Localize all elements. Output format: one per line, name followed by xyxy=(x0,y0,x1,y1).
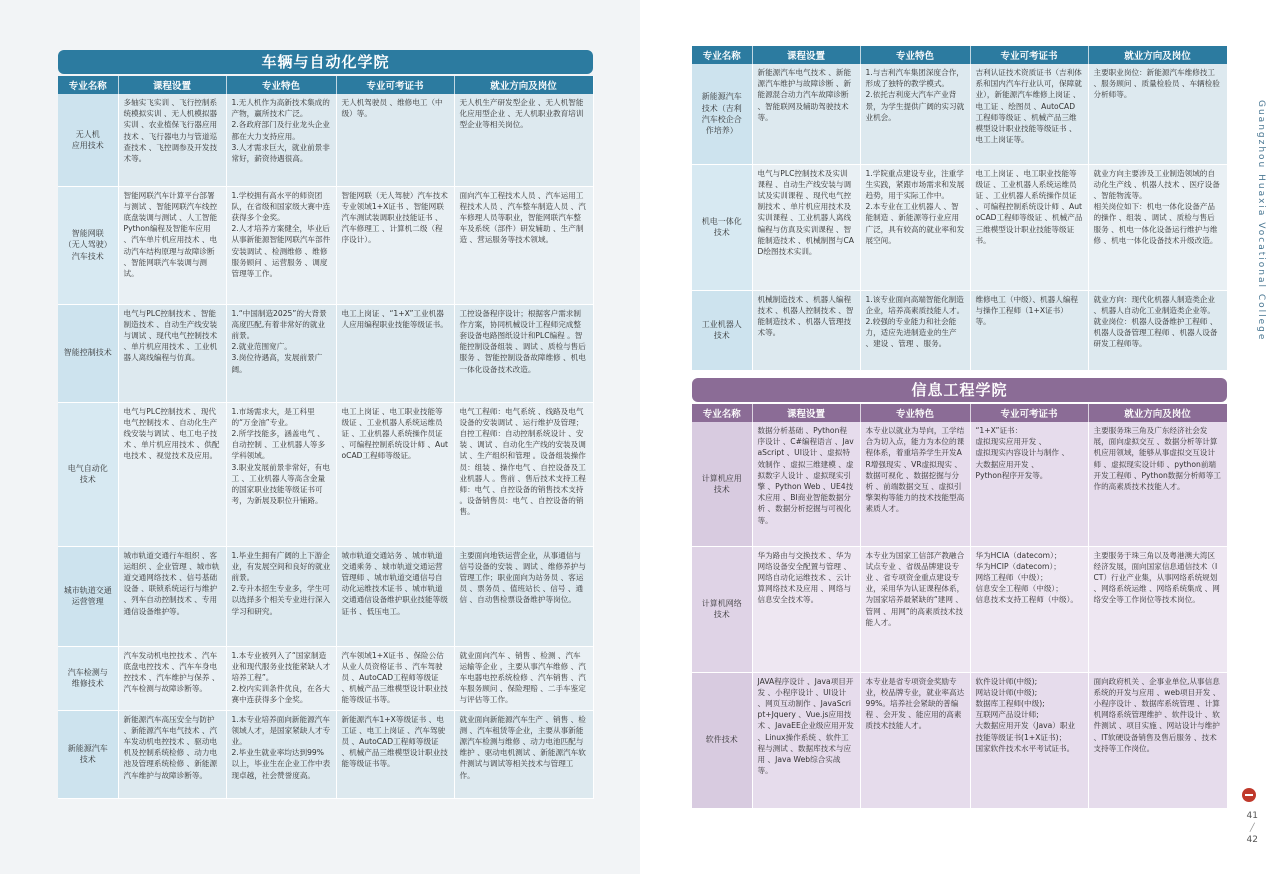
courses-cell: 新能源汽车高压安全与防护 、新能源汽车电气技术 、汽车发动机电控技术 、驱动电机及控制系统检修 、动力电池及管理系统检修 、新能源汽车维护与故障诊断等。 xyxy=(118,710,226,798)
courses-cell: 电气与PLC控制技术及实训课程 、自动生产线安装与调试及实训课程 、现代电气控制技术 、单片机应用技术及实训课程 、工业机器人离线编程与仿真及实训课程 、智能制造技术 、机械制图与CAD绘图技术实训。 xyxy=(752,164,860,290)
right-page xyxy=(640,0,1280,874)
section-title-info-eng: 信息工程学院 xyxy=(692,378,1227,402)
jobs-cell: 主要职业岗位：新能源汽车维修技工 、服务顾问 、质量检验员 、车辆检验分析师等。 xyxy=(1088,64,1227,164)
features-cell: 1.市场需求大，是工科里的“万金油”专业。 2.所学技能多，涵盖电气 、自动控制 、工业机器人等多学科领域。 3.职业发展前景非常好，有电工 、工业机器人等高含金量的国家职业技能等级证书可考，为新展及职位升铺路。 xyxy=(226,402,336,546)
header-features: 专业特色 xyxy=(860,46,970,64)
jobs-cell: 就业方向：现代化机器人制造类企业 、机器人自动化工业制造类企业等。 就业岗位：机器人设备维护工程师 、机器人设备管理工程师 、机器人设备研发工程师等。 xyxy=(1088,290,1227,370)
program-table-vehicle xyxy=(58,76,594,799)
table-row xyxy=(58,402,593,546)
features-cell: 1.“中国制造2025”的大背景高度匹配,有着非常好的就业前景。 2.就业范围宽广。 3.岗位待遇高，发展前景广阔。 xyxy=(226,304,336,402)
table-row xyxy=(692,290,1227,370)
program-name: 无人机 应用技术 xyxy=(58,94,118,186)
certs-cell: 软件设计师(中级); 网站设计师(中级); 数据库工程师(中级); 互联网产品设计师; 大数据应用开发（Java）职业技能等级证书(1+X证书)； 国家软件技术水平考试证书。 xyxy=(970,672,1088,808)
features-cell: 本专业是省专项资金奖励专业，校品牌专业，就业率高达99%。培养社会紧缺的普编程 、会开发 、能应用的高素质技术技能人才。 xyxy=(860,672,970,808)
jobs-cell: 就业方向主要涉及工业制造领域的自动化生产线 、机器人技术 、医疗设备 、智能物流等。 相关岗位如下：机电一体化设备产品的操作 、组装 、调试 、质检与售后服务 、机电一体化设备运行维护与维修 、机电一体化设备技术升级改造。 xyxy=(1088,164,1227,290)
table-row xyxy=(58,304,593,402)
features-cell: 1.本专业被列入了“国家制造业和现代服务业技能紧缺人才培养工程”。 2.校内实训条件优良，在各大赛中连获得多个金奖。 xyxy=(226,646,336,710)
college-name-vertical: Guangzhou Huaxia Vocational College xyxy=(1256,100,1266,342)
header-courses: 课程设置 xyxy=(118,76,226,94)
page-numbers xyxy=(1247,810,1258,846)
features-cell: 1.无人机作为高新技术集成的产物，赢所技术广泛。 2.各政府部门及行业龙头企业都在大力支持应用。 3.人才需求巨大，就业前景非常好，薪资待遇很高。 xyxy=(226,94,336,186)
courses-cell: 新能源汽车电气技术 、新能源汽车维护与故障诊断 、新能源混合动力汽车故障诊断 、智能联网及辅助驾驶技术等。 xyxy=(752,64,860,164)
page-number-first: 41 xyxy=(1246,811,1258,821)
features-cell: 1.本专业培养面向新能源汽车领域人才，是国家紧缺人才专业。 2.毕业生就业率均达到99%以上，毕业生在企业工作中表现卓越，社会赞誉度高。 xyxy=(226,710,336,798)
program-name: 智能控制技术 xyxy=(58,304,118,402)
header-program-name: 专业名称 xyxy=(58,76,118,94)
courses-cell: 汽车发动机电控技术 、汽车底盘电控技术 、汽车车身电控技术 、汽车维护与保养 、汽车检测与故障诊断等。 xyxy=(118,646,226,710)
features-cell: 1.该专业面向高端智能化制造企业，培养高素质技能人才。 2.较强的专业能力和社会能力，适应先进制造业的生产 、建设 、管理 、服务。 xyxy=(860,290,970,370)
courses-cell: 机械制造技术 、机器人编程技术 、机器人控制技术 、智能制造技术 、机器人管理技术等。 xyxy=(752,290,860,370)
table-row xyxy=(58,546,593,646)
header-features: 专业特色 xyxy=(860,404,970,422)
courses-cell: 多轴实飞实训 、飞行控制系统模拟实训 、无人机模拟器实训 、农业植保飞行器应用技术 、飞行器电力与管道巡查技术 、飞控调参及开发技术等。 xyxy=(118,94,226,186)
certs-cell: 智能网联（无人驾驶）汽车技术专业领域1+X证书 、智能网联汽车测试装调职业技能证书 、汽车修理工 、计算机二级（程序设计）。 xyxy=(336,186,454,304)
program-name: 城市轨道交通 运营管理 xyxy=(58,546,118,646)
program-name: 新能源汽车 技术（吉利 汽车校企合 作培养） xyxy=(692,64,752,164)
jobs-cell: 面向汽车工程技术人员 、汽车运用工程技术人员 、汽车整车制造人员 、汽车修理人员等职业，智能网联汽车整车及系统（部件）研发辅助 、生产制造 、营运服务等技术领域。 xyxy=(454,186,593,304)
table-row xyxy=(692,164,1227,290)
header-certs: 专业可考证书 xyxy=(970,404,1088,422)
certs-cell: 新能源汽车1+X等级证书 、电工证 、电工上岗证 、汽车驾驶员 、AutoCAD工程师等级证 、机械产品三维模型设计职业技能等级证书等。 xyxy=(336,710,454,798)
program-name: 新能源汽车 技术 xyxy=(58,710,118,798)
header-program-name: 专业名称 xyxy=(692,46,752,64)
features-cell: 本专业为国家工信部产教融合试点专业 、省级品牌建设专业 、省专项资金重点建设专业，采用华为认证课程体系，为国家培养最紧缺的“建网 、管网 、用网”的高素质技术技能人才。 xyxy=(860,546,970,672)
courses-cell: 智能网联汽车计算平台部署与测试 、智能网联汽车线控底盘装调与测试 、人工智能Python编程及智能车应用 、汽车单片机应用技术 、电动汽车结构原理与故障诊断 、智能网联汽车装调与测试。 xyxy=(118,186,226,304)
table-row xyxy=(692,546,1227,672)
features-cell: 1.与吉利汽车集团深度合作，形成了独特的教学模式。 2.依托吉利庞大汽车产业背景，为学生提供广阔的实习就业机会。 xyxy=(860,64,970,164)
program-name: 计算机网络 技术 xyxy=(692,546,752,672)
courses-cell: 华为路由与交换技术 、华为网络设备安全配置与管理 、网络自动化运维技术 、云计算网络技术及应用 、网络与信息安全技术等。 xyxy=(752,546,860,672)
header-jobs: 就业方向及岗位 xyxy=(1088,404,1227,422)
certs-cell: “1+X”证书： 虚拟现实应用开发 、 虚拟现实内容设计与制作 、 大数据应用开发 、 Python程序开发等。 xyxy=(970,422,1088,546)
table-row xyxy=(692,422,1227,546)
header-courses: 课程设置 xyxy=(752,46,860,64)
jobs-cell: 主要面向地铁运营企业，从事通信与信号设备的安装 、调试 、维修养护与管理工作；职业面向为站务员 、客运员 、票务员 、值班站长 、信号 、通信 、自动售检票设备维护等岗位。 xyxy=(454,546,593,646)
program-table-info-eng xyxy=(692,404,1228,809)
header-jobs: 就业方向及岗位 xyxy=(1088,46,1227,64)
header-certs: 专业可考证书 xyxy=(336,76,454,94)
jobs-cell: 就业面向新能源汽车生产 、销售 、检测 、汽车租赁等企业，主要从事新能源汽车检测与维修 、动力电池匹配与维护 、驱动电机测试 、新能源汽车软件测试与调试等相关技术与管理工作。 xyxy=(454,710,593,798)
header-jobs: 就业方向及岗位 xyxy=(454,76,593,94)
features-cell: 1.毕业生拥有广阔的上下游企业，有发展空间和良好的就业前景。 2.专升本招生专业多，学生可以选择多个相关专业进行深入学习和研究。 xyxy=(226,546,336,646)
table-row xyxy=(692,64,1227,164)
table-header-row xyxy=(692,404,1227,422)
certs-cell: 城市轨道交通站务 、城市轨道交通乘务 、城市轨道交通运营管理师 、城市轨道交通信号自动化运维技术证书 、城市轨道交通通信设备维护职业技能等级证书 、低压电工。 xyxy=(336,546,454,646)
jobs-cell: 电气工程师：电气系统 、线路及电气设备的安装调试 、运行维护及管理；自控工程师：自动控制系统设计 、安装 、调试 、自动化生产线的安装及调试 、生产组织和管理 。设备组装操作员：组装 、操作电气 、自控设备及工业机器人 。售前 、售后技术支持工程师：电气 、自控设备的销售技术支持 。设备销售员：电气 、自控设备的销售。 xyxy=(454,402,593,546)
jobs-cell: 面向政府机关 、企事业单位,从事信息系统的开发与应用 、web项目开发 、小程序设计 、数据库系统管理 、计算机网络系统管理维护 、软件设计 、软件测试 、项目实施 、网站设计与维护 、IT软硬设备销售及售后服务 、技术支持等工作岗位。 xyxy=(1088,672,1227,808)
table-row xyxy=(58,186,593,304)
courses-cell: 电气与PLC控制技术 、现代电气控制技术 、自动化生产线安装与调试 、电工电子技术 、单片机应用技术 、供配电技术 、视觉技术及应用。 xyxy=(118,402,226,546)
program-name: 计算机应用 技术 xyxy=(692,422,752,546)
features-cell: 本专业以就业为导向，工学结合为切入点，能力为本位的课程体系，着重培养学生开发AR增强现实 、VR虚拟现实 、数据可视化 、数据挖掘与分析 、前端数据交互 、虚拟引擎架构等能力的技术技能型高素质人才。 xyxy=(860,422,970,546)
features-cell: 1.学校拥有高水平的师资团队，在省级和国家级大赛中连获得多个金奖。 2.人才培养方案健全，毕业后从事新能源智能网联汽车部件安装调试 、检测维修 、维修服务顾问 、运营服务 、调度管理等工作。 xyxy=(226,186,336,304)
certs-cell: 电工上岗证 、电工职业技能等级证 、工业机器人系统运维员证 、工业机器人系统操作员证 、可编程控制系统设计师 、AutoCAD工程师等级证。 xyxy=(336,402,454,546)
jobs-cell: 就业面向汽车 、销售 、检测 、汽车运输等企业 ，主要从事汽车维修 、汽车电器电控系统检修 、汽车销售 、汽车服务顾问 、保险理赔 、二手车鉴定与评估等工作。 xyxy=(454,646,593,710)
college-logo-icon xyxy=(1242,788,1256,802)
section-title-vehicle: 车辆与自动化学院 xyxy=(58,50,593,74)
certs-cell: 华为HCIA（datecom）； 华为HCIP（datecom）； 网络工程师（中级）； 信息安全工程师（中级）； 信息技术支持工程师（中级）。 xyxy=(970,546,1088,672)
table-row xyxy=(58,94,593,186)
certs-cell: 汽车领域1+X证书 、保险公估从业人员资格证书 、汽车驾驶员 、AutoCAD工程师等级证 、机械产品三维模型设计职业技能等级证书等。 xyxy=(336,646,454,710)
jobs-cell: 主要服务珠三角及广东经济社会发展，面向虚拟交互 、数据分析等计算机应用领域，能够从事虚拟交互设计师 、虚拟现实设计师 、python前端开发工程师 、Python数据分析师等工作的高素质技术技能人才。 xyxy=(1088,422,1227,546)
table-header-row xyxy=(58,76,593,94)
certs-cell: 吉利认证技术资质证书（吉利体系和国内汽车行业认可，保障就业），新能源汽车维修上岗证 、电工证 、绘图员 、AutoCAD工程师等级证 、机械产品三维模型设计职业技能等级证书 、电工上岗证等。 xyxy=(970,64,1088,164)
table-row xyxy=(58,646,593,710)
jobs-cell: 工控设备程序设计；根据客户需求制作方案，协同机械设计工程师完成整套设备电路图纸设计和PLC编程 。智能控制设备组装 、调试 、质检与售后服务 、智能控制设备故障维修 、机电一体化设备技术改造。 xyxy=(454,304,593,402)
table-row xyxy=(58,710,593,798)
certs-cell: 电工上岗证 、电工职业技能等级证 、工业机器人系统运维员证 、工业机器人系统操作员证 、可编程控制系统设计师 、AutoCAD工程师等级证 、机械产品三维模型设计职业技能等级证书。 xyxy=(970,164,1088,290)
certs-cell: 维修电工（中级）、机器人编程与操作工程师（1+X证书）等。 xyxy=(970,290,1088,370)
features-cell: 1.学院重点建设专业，注重学生实践，紧跟市场需求和发展趋势，用于实际工作中。 2.本专业在工业机器人 、智能制造 、新能源等行业应用广泛，具有较高的就业率和发展空间。 xyxy=(860,164,970,290)
program-name: 机电一体化 技术 xyxy=(692,164,752,290)
header-program-name: 专业名称 xyxy=(692,404,752,422)
program-name: 汽车检测与 维修技术 xyxy=(58,646,118,710)
certs-cell: 电工上岗证 、“1+X”工业机器人应用编程职业技能等级证书。 xyxy=(336,304,454,402)
courses-cell: 数据分析基础 、Python程序设计 、C#编程语言 、JavaScript 、UI设计 、虚拟特效制作 、虚拟三维建模 、虚拟数字人设计 、虚拟现实引擎 、Python Web 、UE4技术应用 、BI商业智能数据分析 、数据分析挖掘与可视化等。 xyxy=(752,422,860,546)
certs-cell: 无人机驾驶员 、维修电工（中级）等。 xyxy=(336,94,454,186)
table-header-row xyxy=(692,46,1227,64)
jobs-cell: 无人机生产研发型企业 、无人机智能化应用型企业 、无人机职业教育培训型企业等相关岗位。 xyxy=(454,94,593,186)
program-table-vehicle-continued xyxy=(692,46,1228,371)
page-number-divider: ╱ xyxy=(1249,823,1255,832)
table-row xyxy=(692,672,1227,808)
program-name: 电气自动化 技术 xyxy=(58,402,118,546)
page-number-second: 42 xyxy=(1246,835,1258,845)
courses-cell: JAVA程序设计 、Java项目开发 、小程序设计 、UI设计 、网页互动制作 、JavaScript+Jquery 、Vue.js应用技术 、JavaEE企业级应用开发 、Linux操作系统 、软件工程与测试 、数据库技术与应用 、Java Web综合实战等。 xyxy=(752,672,860,808)
courses-cell: 电气与PLC控制技术 、智能制造技术 、自动生产线安装与调试 、现代电气控制技术 、单片机应用技术 、工业机器人离线编程与仿真。 xyxy=(118,304,226,402)
header-certs: 专业可考证书 xyxy=(970,46,1088,64)
courses-cell: 城市轨道交通行车组织 、客运组织 、企业管理 、城市轨道交通网络技术 、信号基础设备 、联锁系统运行与维护 、列车自动控制技术 、专用通信设备维护等。 xyxy=(118,546,226,646)
header-features: 专业特色 xyxy=(226,76,336,94)
program-name: 软件技术 xyxy=(692,672,752,808)
header-courses: 课程设置 xyxy=(752,404,860,422)
program-name: 工业机器人 技术 xyxy=(692,290,752,370)
jobs-cell: 主要服务于珠三角以及粤港澳大湾区经济发展，面向国家信息通信技术（ICT）行业产业集，从事网络系统规划 、网络系统运维 、网络系统集成 、网络安全等工作岗位等技术岗位。 xyxy=(1088,546,1227,672)
program-name: 智能网联 （无人驾驶） 汽车技术 xyxy=(58,186,118,304)
